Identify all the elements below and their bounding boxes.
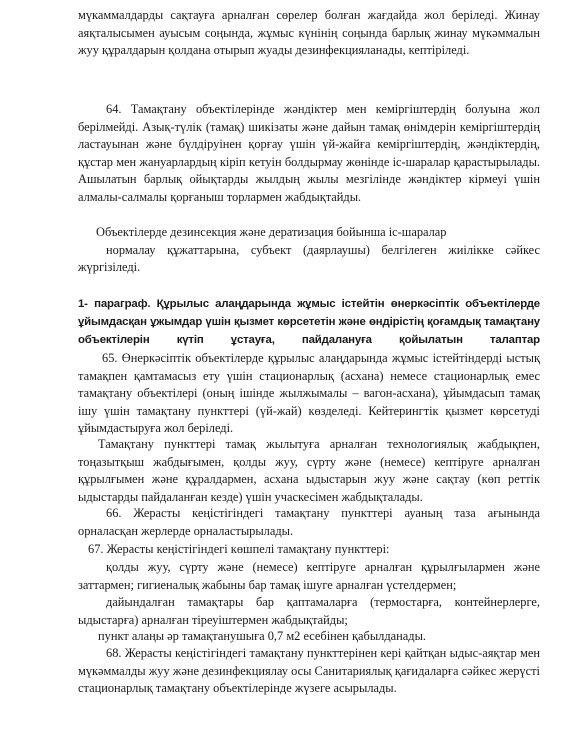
paragraph-disinsection-line-2: нормалау құжаттарына, субъект (даярлаушы) белгілеген жиілікке сәйкес жүргізіледі. <box>78 242 540 275</box>
paragraph-disinsection <box>78 224 540 277</box>
paragraph-66: 66. Жерасты кеңістігіндегі тамақтану пункттері ауаның таза ағынында орналасқан жерлерде орналастырылады. <box>78 506 540 538</box>
paragraph-67: 67. Жерасты кеңістігіндегі көшпелі тамақтану пункттері: <box>88 542 390 556</box>
paragraph-68: 68. Жерасты кеңістігіндегі тамақтану пункттерінен кері қайтқан ыдыс-аяқтар мен мүкәммалды жуу және дезинфекциялау осы Санитариялық қағидаларға сәйкес жерүсті стационарлық тамақтану объектілерінде жүзеге асырылады. <box>78 646 540 696</box>
paragraph-disinsection-line-1: Объектілерде дезинсекция және дератизация бойынша іс-шаралар <box>96 225 447 239</box>
paragraph-64: 64. Тамақтану объектілерінде жәндіктер мен кеміргіштердің болуына жол берілмейді. Азық-түлік (тамақ) шикізаты және дайын тамақ өнімдерін кеміргіштердің ластауынан және бүлдіруінен қорғау үшін үй-жайға кеміргіштердің, жәндіктердің, құстар мен жануарлардың кіріп кетуін болдырмау жөнінде іс-шаралар қарастырылады. Ашылатын барлық ойықтарды жылдың жылы мезгілінде жәндіктер кірмеуі үшін алмалы-салмалы қорғаныш торлармен жабдықтайды. <box>78 102 540 204</box>
paragraph-65-continued: Тамақтану пункттері тамақ жылытуға арналған технологиялық жабдықпен, тоңазытқыш жабдығымен, қолды жуу, сүрту және (немесе) кептіруге арналған құрылғымен және құралдармен, асхана ыдыстарын жуу және сақтау (көп реттік ыдыстарды пайдаланған кезде) үшін учаскесімен жабдықталады. <box>78 437 540 504</box>
paragraph-67-item-a: қолды жуу, сүрту және (немесе) кептіруге арналған құрылғылармен және заттармен; гигиеналық жабыны бар тамақ ішуге арналған үстелдермен; <box>78 560 540 592</box>
section-heading: 1- параграф. Құрылыс алаңдарында жұмыс істейтін өнеркәсіптік объектілерде ұйымдасқан ұжымдар үшін қызмет көрсететін және өндірістің қоғамдық тамақтану объектілерін күтіп ұстауға, пайдалануға қойылатын талаптар <box>78 298 540 346</box>
paragraph-67-item-b: дайындалған тамақтары бар қаптамаларға (термостарға, контейнерлерге, ыдыстарға) арналған тіреуіштермен жабдықтайды; <box>78 595 540 627</box>
paragraph-65: 65. Өнеркәсіптік объектілерде құрылыс алаңдарында жұмыс істейтіндерді ыстық тамақпен қамтамасыз ету үшін стационарлық (асхана) немесе стационарлық емес тамақтану объектілері (оның ішінде жылжымалы – вагон-асхана), ұйымдасып тамақ ішу үшін тамақтану пункттері (үй-жай) көзделеді. Кейтерингтік қызмет көрсетуді ұйымдастыруға жол беріледі. <box>78 351 540 436</box>
paragraph-continuation: мүкаммалдарды сақтауға арналған сөрелер болған жағдайда жол беріледі. Жинау аяқталысымен ауысым соңында, жұмыс күнінің соңында барлық жинау мүкәммалын жуу құралдарын қолдана отырып жуады дезинфекцияланады, кептіріледі. <box>78 8 540 58</box>
paragraph-67-item-c: пункт алаңы әр тамақтанушыға 0,7 м2 есебінен қабылданады. <box>98 629 427 643</box>
